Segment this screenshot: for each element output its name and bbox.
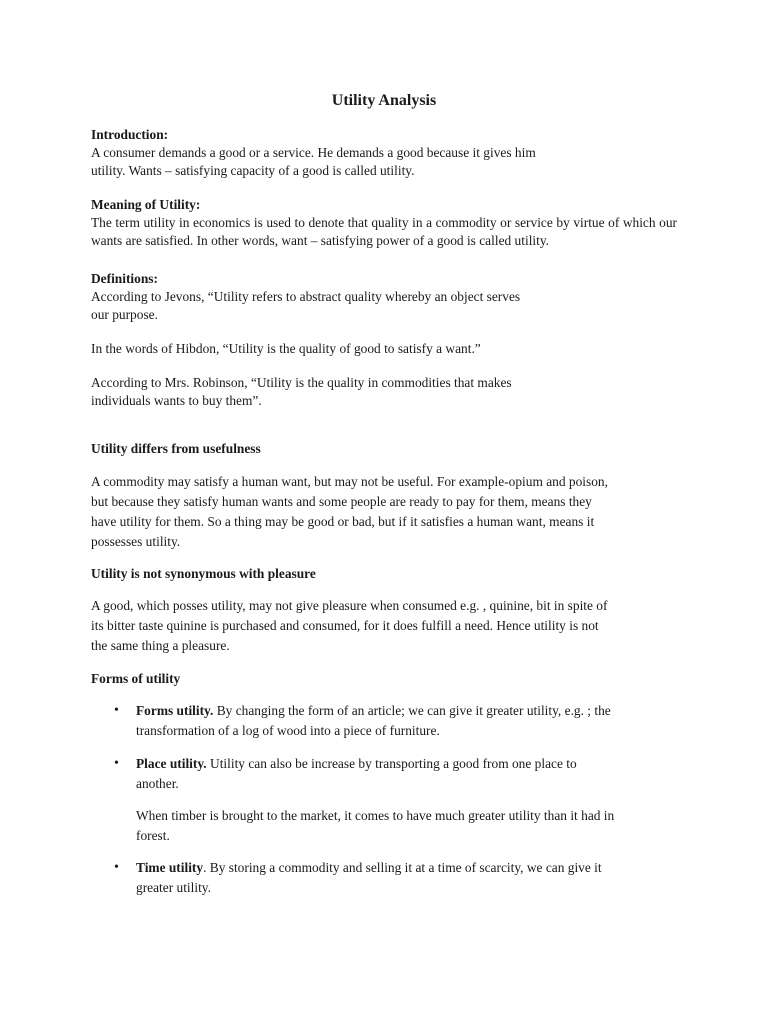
place-utility-lead: Place utility. [136,756,207,771]
pleasure-paragraph [91,596,677,656]
jevons-definition-line: our purpose. [91,307,158,322]
hibdon-definition [91,340,677,358]
pleasure-line: its bitter taste quinine is purchased and consumed, for it does fulfill a need. Hence utility is not [91,618,599,633]
introduction-section [91,126,677,180]
jevons-definition-line: According to Jevons, “Utility refers to abstract quality whereby an object serves [91,289,521,304]
pleasure-line: the same thing a pleasure. [91,638,230,653]
introduction-line: A consumer demands a good or a service. He demands a good because it gives him [91,145,536,160]
usefulness-paragraph [91,472,677,552]
robinson-definition [91,374,677,410]
pleasure-line: A good, which posses utility, may not give pleasure when consumed e.g. , quinine, bit in spite of [91,598,608,613]
robinson-definition-line: individuals wants to buy them”. [91,393,262,408]
place-utility-extra [136,806,678,846]
bullet-dot: • [114,703,119,718]
usefulness-heading [91,440,677,458]
forms-list-item [136,754,678,794]
usefulness-line: A commodity may satisfy a human want, but may not be useful. For example-opium and poison, [91,474,608,489]
place-utility-extra-line: When timber is brought to the market, it comes to have much greater utility than it had in [136,808,615,823]
page-title: Utility Analysis [331,92,437,109]
bullet-dot: • [114,756,119,771]
usefulness-line: but because they satisfy human wants and some people are ready to pay for them, means they [91,494,592,509]
pleasure-heading-text: Utility is not synonymous with pleasure [91,566,316,581]
place-utility-text: Utility can also be increase by transporting a good from one place to [206,756,577,771]
time-utility-lead: Time utility [136,860,204,875]
time-utility-text-line2: greater utility. [136,880,211,895]
forms-heading [91,670,677,688]
forms-list-item [136,858,678,898]
introduction-heading: Introduction: [91,127,169,142]
robinson-definition-line: According to Mrs. Robinson, “Utility is the quality in commodities that makes [91,375,512,390]
bullet-dot: • [114,860,119,875]
time-utility-text: . By storing a commodity and selling it at a time of scarcity, we can give it [203,860,602,875]
usefulness-line: have utility for them. So a thing may be good or bad, but if it satisfies a human want, means it [91,514,595,529]
hibdon-definition-text: In the words of Hibdon, “Utility is the quality of good to satisfy a want.” [91,341,481,356]
definitions-section [91,270,677,324]
form-utility-text: By changing the form of an article; we can give it greater utility, e.g. ; the [213,703,611,718]
forms-list-item [136,701,678,741]
usefulness-line: possesses utility. [91,534,181,549]
forms-heading-text: Forms of utility [91,671,181,686]
usefulness-heading-text: Utility differs from usefulness [91,441,261,456]
place-utility-extra-line: forest. [136,828,170,843]
place-utility-text-line2: another. [136,776,179,791]
meaning-paragraph: The term utility in economics is used to denote that quality in a commodity or service by virtue of which our wants are satisfied. In other words, want – satisfying power of a good is called utility. [91,215,677,248]
meaning-heading: Meaning of Utility: [91,197,201,212]
definitions-heading: Definitions: [91,271,158,286]
introduction-line: utility. Wants – satisfying capacity of a good is called utility. [91,163,415,178]
meaning-section [91,196,677,250]
form-utility-text-line2: transformation of a log of wood into a piece of furniture. [136,723,440,738]
form-utility-lead: Forms utility. [136,703,214,718]
pleasure-heading [91,565,677,583]
